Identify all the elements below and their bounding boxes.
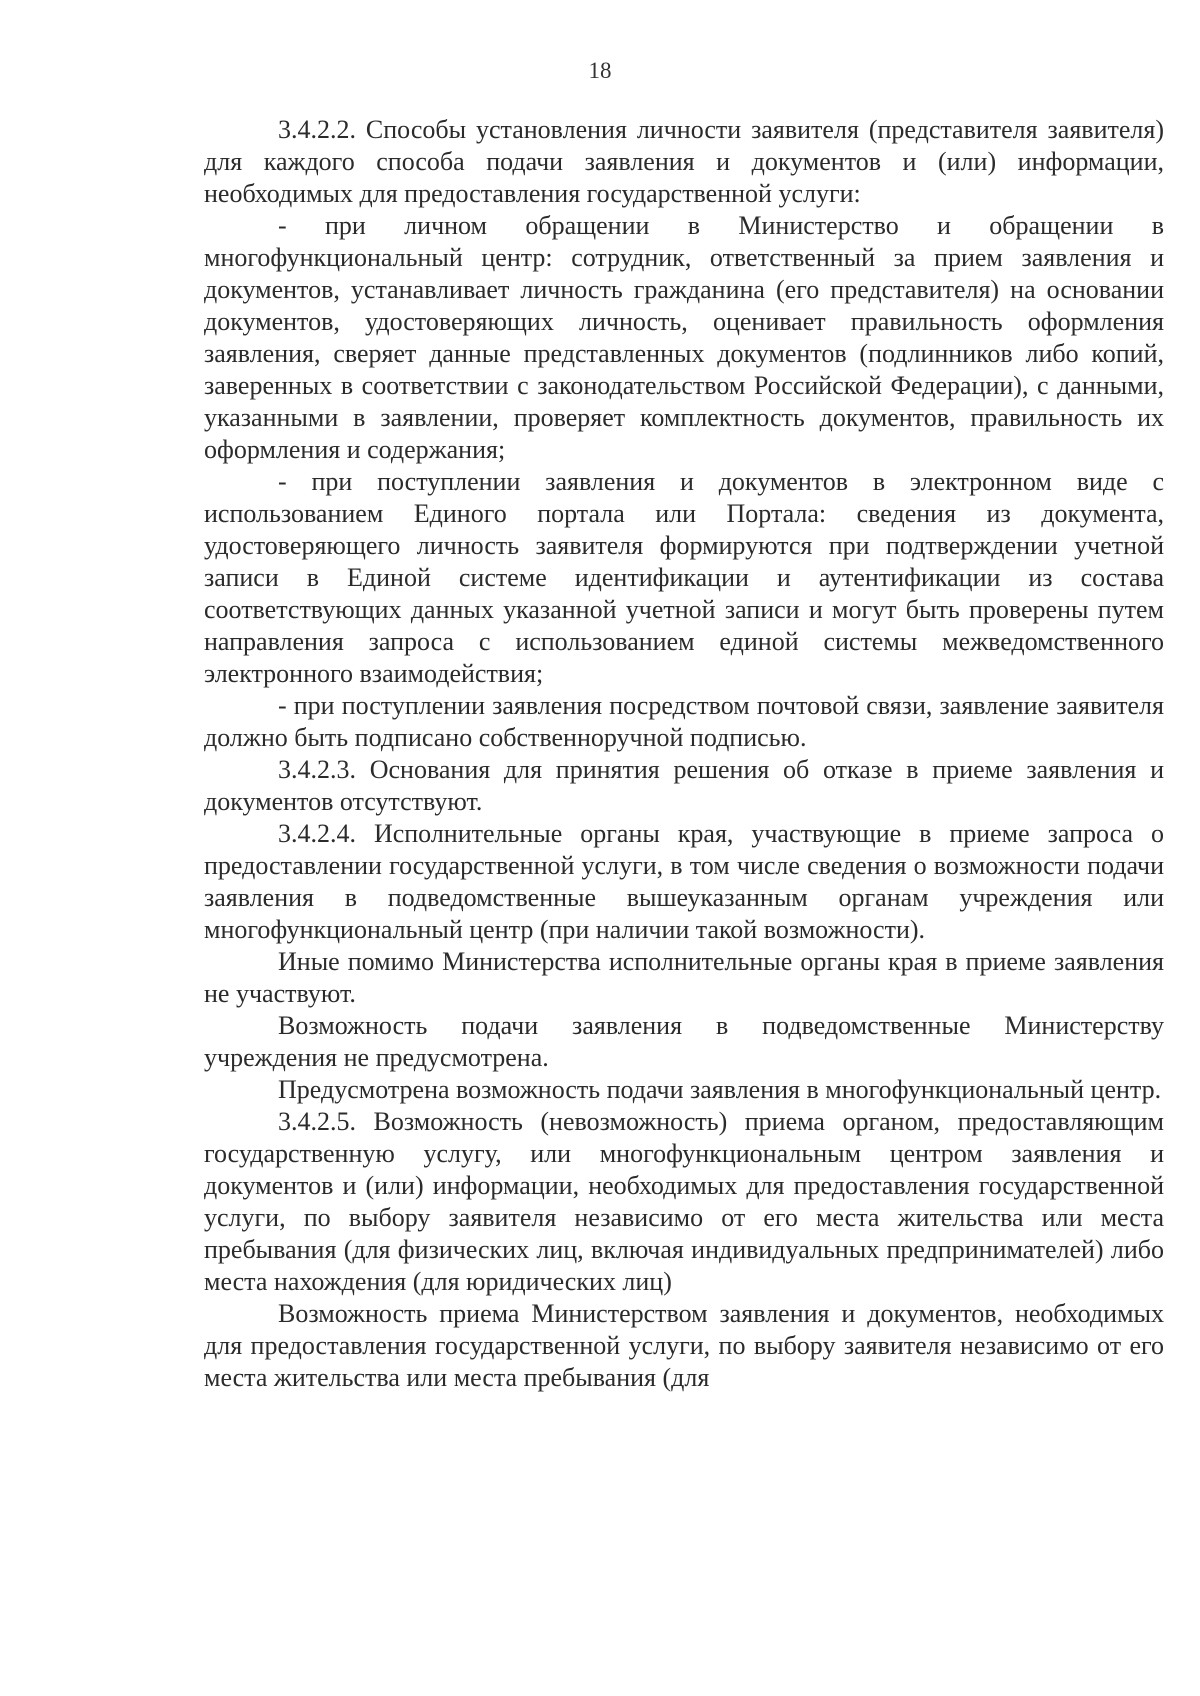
paragraph-3-4-2-3: 3.4.2.3. Основания для принятия решения об отказе в приеме заявления и документов отсутствуют. xyxy=(204,755,1164,816)
paragraph-other-bodies: Иные помимо Министерства исполнительные органы края в приеме заявления не участвуют. xyxy=(204,947,1164,1008)
paragraph-subordinate-institutions: Возможность подачи заявления в подведомственные Министерству учреждения не предусмотрена. xyxy=(204,1011,1164,1072)
paragraph-3-4-2-4: 3.4.2.4. Исполнительные органы края, участвующие в приеме запроса о предоставлении государственной услуги, в том числе сведения о возможности подачи заявления в подведомственные вышеуказанным органам учреждения или многофункциональный центр (при наличии такой возможности). xyxy=(204,819,1164,944)
paragraph-3-4-2-2: 3.4.2.2. Способы установления личности заявителя (представителя заявителя) для каждого способа подачи заявления и документов и (или) информации, необходимых для предоставления государственной услуги: xyxy=(204,115,1164,208)
document-body xyxy=(204,114,1164,1394)
paragraph-3-4-2-5: 3.4.2.5. Возможность (невозможность) приема органом, предоставляющим государственную услугу, или многофункциональным центром заявления и документов и (или) информации, необходимых для предоставления государственной услуги, по выбору заявителя независимо от его места жительства или места пребывания (для физических лиц, включая индивидуальных предпринимателей) либо места нахождения (для юридических лиц) xyxy=(204,1107,1164,1296)
page-number: 18 xyxy=(588,58,612,83)
paragraph-postal: - при поступлении заявления посредством почтовой связи, заявление заявителя должно быть подписано собственноручной подписью. xyxy=(204,691,1164,752)
paragraph-electronic: - при поступлении заявления и документов в электронном виде с использованием Единого портала или Портала: сведения из документа, удостоверяющего личность заявителя формируются при подтверждении учетной записи в Единой системе идентификации и аутентификации из состава соответствующих данных указанной учетной записи и могут быть проверены путем направления запроса с использованием единой системы межведомственного электронного взаимодействия; xyxy=(204,467,1164,688)
paragraph-mfc-possibility: Предусмотрена возможность подачи заявления в многофункциональный центр. xyxy=(278,1075,1162,1104)
paragraph-ministry-acceptance: Возможность приема Министерством заявления и документов, необходимых для предоставления государственной услуги, по выбору заявителя независимо от его места жительства или места пребывания (для xyxy=(204,1299,1164,1392)
paragraph-personal-visit: - при личном обращении в Министерство и обращении в многофункциональный центр: сотрудник, ответственный за прием заявления и документов, устанавливает личность гражданина (его представителя) на основании документов, удостоверяющих личность, оценивает правильность оформления заявления, сверяет данные представленных документов (подлинников либо копий, заверенных в соответствии с законодательством Российской Федерации), с данными, указанными в заявлении, проверяет комплектность документов, правильность их оформления и содержания; xyxy=(204,211,1164,464)
